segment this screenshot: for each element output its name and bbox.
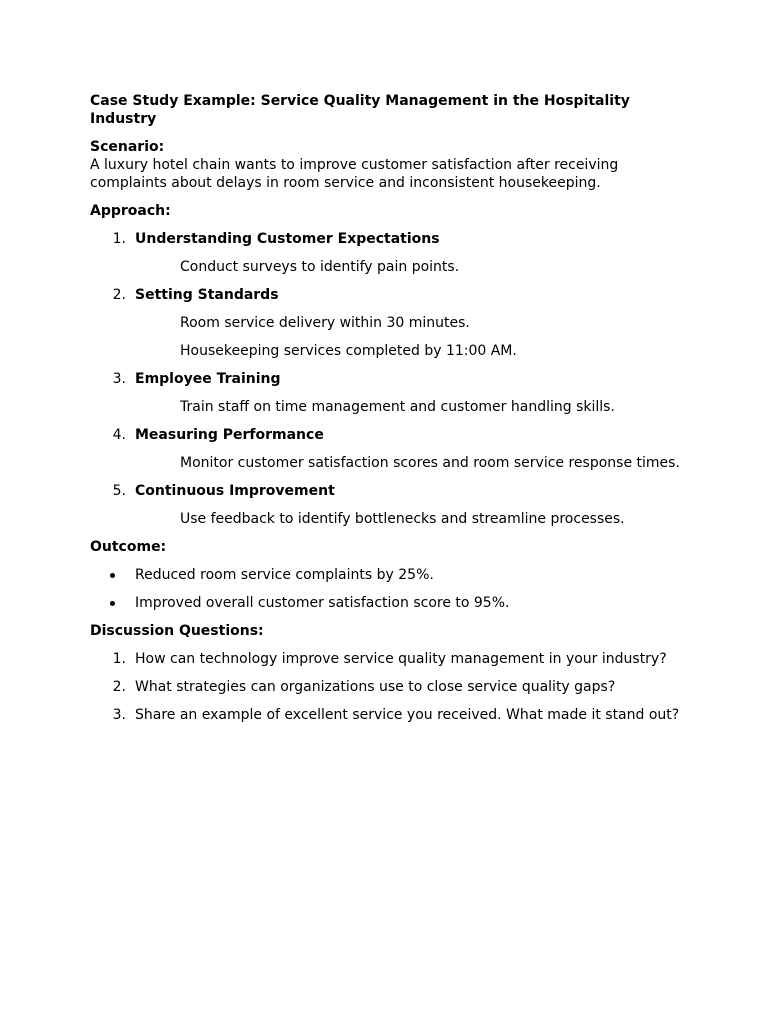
outcome-label: Outcome: [90, 539, 167, 555]
step-title: Setting Standards [135, 287, 279, 303]
scenario-text-line-1: A luxury hotel chain wants to improve customer satisfaction after receiving [90, 157, 619, 173]
step-number: 3. [112, 371, 126, 387]
step-title: Measuring Performance [135, 427, 324, 443]
approach-step-3 [90, 370, 690, 388]
bullet-icon [110, 601, 115, 606]
approach-label: Approach: [90, 203, 171, 219]
discussion-label: Discussion Questions: [90, 623, 264, 639]
step-detail: Room service delivery within 30 minutes. [180, 315, 470, 331]
step-number: 5. [112, 483, 126, 499]
document-page [90, 92, 690, 724]
question-text: What strategies can organizations use to close service quality gaps? [135, 679, 616, 695]
discussion-question-2 [90, 678, 690, 696]
discussion-question-3 [90, 706, 690, 724]
outcome-item-text: Improved overall customer satisfaction score to 95%. [135, 595, 510, 611]
step-number: 1. [112, 231, 126, 247]
scenario-text-line-2: complaints about delays in room service and inconsistent housekeeping. [90, 175, 601, 191]
outcome-item [90, 594, 690, 612]
step-title: Understanding Customer Expectations [135, 231, 440, 247]
step-detail: Use feedback to identify bottlenecks and streamline processes. [180, 511, 625, 527]
approach-step-5 [90, 482, 690, 500]
bullet-icon [110, 573, 115, 578]
document-title: Case Study Example: Service Quality Management in the Hospitality Industry [90, 93, 630, 127]
question-text: Share an example of excellent service you received. What made it stand out? [135, 707, 680, 723]
question-text: How can technology improve service quality management in your industry? [135, 651, 667, 667]
discussion-question-1 [90, 650, 690, 668]
outcome-item-text: Reduced room service complaints by 25%. [135, 567, 434, 583]
outcome-item [90, 566, 690, 584]
question-number: 3. [112, 707, 126, 723]
step-title: Employee Training [135, 371, 281, 387]
approach-step-2 [90, 286, 690, 304]
step-detail: Conduct surveys to identify pain points. [180, 259, 460, 275]
step-number: 4. [112, 427, 126, 443]
question-number: 1. [112, 651, 126, 667]
approach-step-4 [90, 426, 690, 444]
step-number: 2. [112, 287, 126, 303]
step-detail: Train staff on time management and customer handling skills. [180, 399, 615, 415]
step-detail: Monitor customer satisfaction scores and room service response times. [180, 455, 680, 471]
step-title: Continuous Improvement [135, 483, 335, 499]
scenario-label: Scenario: [90, 139, 165, 155]
approach-step-1 [90, 230, 690, 248]
step-detail: Housekeeping services completed by 11:00 AM. [180, 343, 517, 359]
question-number: 2. [112, 679, 126, 695]
